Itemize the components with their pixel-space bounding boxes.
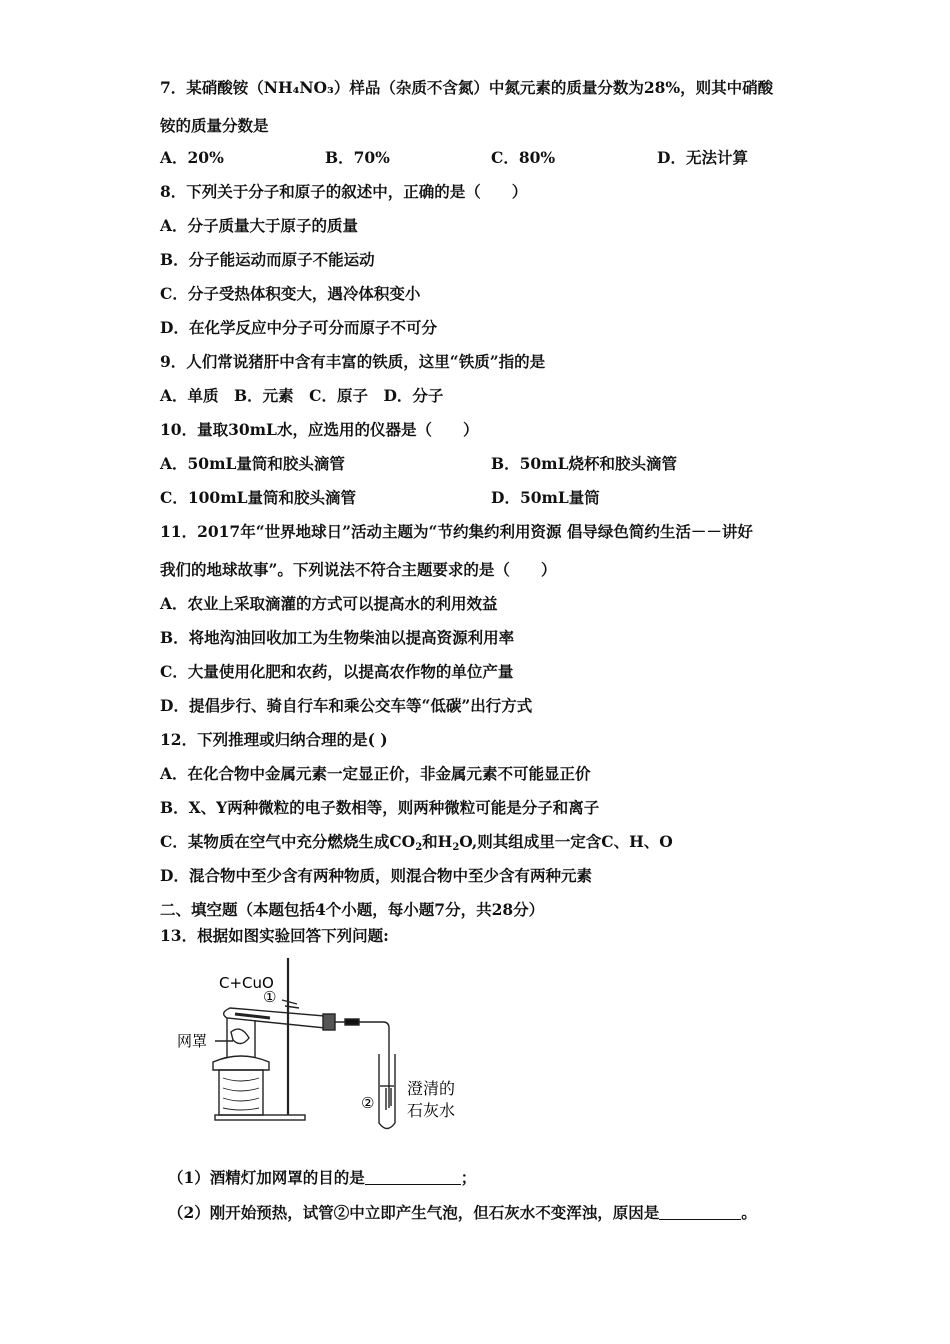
q8-option-a: A．分子质量大于原子的质量 — [160, 216, 359, 235]
q12-stem: 12．下列推理或归纳合理的是( ) — [160, 730, 388, 749]
q7-option-b: B．70% — [325, 148, 390, 167]
q10-stem: 10．量取30mL水，应选用的仪器是（ ） — [160, 420, 479, 439]
rubber-joint — [345, 1019, 359, 1025]
q8-option-c: C．分子受热体积变大，遇冷体积变小 — [160, 284, 421, 303]
q12-option-c-part3: O,则其组成里一定含C、H、O — [459, 832, 673, 851]
lamp-flame — [231, 1029, 249, 1043]
q13-sub1 — [168, 1168, 476, 1188]
q11-option-d: D．提倡步行、骑自行车和乘公交车等“低碳”出行方式 — [160, 696, 533, 715]
stand-base — [215, 1115, 305, 1120]
reactant-powder — [235, 1014, 270, 1018]
q13-sub2 — [168, 1203, 757, 1223]
q10-option-d: D．50mL量筒 — [491, 488, 600, 507]
q13-sub2-end: 。 — [741, 1203, 757, 1222]
label-gauze: 网罩 — [177, 1032, 208, 1050]
q7-option-d: D．无法计算 — [657, 148, 748, 167]
lamp-wood-grain — [223, 1078, 259, 1110]
q8-option-b: B．分子能运动而原子不能运动 — [160, 250, 375, 269]
q9-stem: 9．人们常说猪肝中含有丰富的铁质，这里“铁质”指的是 — [160, 352, 546, 371]
q12-option-d: D．混合物中至少含有两种物质，则混合物中至少含有两种元素 — [160, 866, 592, 885]
q8-stem: 8．下列关于分子和原子的叙述中，正确的是（ ） — [160, 182, 528, 201]
clamp — [282, 1000, 299, 1008]
q10-option-b: B．50mL烧杯和胶头滴管 — [491, 454, 677, 473]
q13-stem: 13．根据如图实验回答下列问题: — [160, 926, 389, 945]
q10-option-c: C．100mL量筒和胶头滴管 — [160, 488, 356, 507]
q11-option-a: A．农业上采取滴灌的方式可以提高水的利用效益 — [160, 594, 498, 613]
q13-sub1-end: ； — [460, 1168, 477, 1187]
q10-option-a: A．50mL量筒和胶头滴管 — [160, 454, 345, 473]
q7-option-a: A．20% — [160, 148, 224, 167]
q8-option-d: D．在化学反应中分子可分而原子不可分 — [160, 318, 437, 337]
q7-line1: 7．某硝酸铵（NH₄NO₃）样品（杂质不含氮）中氮元素的质量分数为28%，则其中硝酸 — [160, 78, 774, 97]
q12-option-c — [160, 832, 673, 858]
tube-stopper — [323, 1014, 335, 1030]
q13-sub1-text: （1）酒精灯加网罩的目的是 — [168, 1168, 365, 1187]
q13-sub2-text: （2）刚开始预热，试管②中立即产生气泡，但石灰水不变浑浊，原因是 — [168, 1203, 660, 1222]
q11-line1: 11．2017年“世界地球日”活动主题为“节约集约利用资源 倡导绿色简约生活－－讲好 — [160, 522, 753, 541]
q11-option-c: C．大量使用化肥和农药，以提高农作物的单位产量 — [160, 662, 514, 681]
q11-line2: 我们的地球故事”。下列说法不符合主题要求的是（ ） — [160, 560, 557, 579]
label-limewater-1: 澄清的 — [407, 1079, 456, 1098]
q13-sub1-blank[interactable] — [365, 1168, 461, 1185]
q13-sub2-blank[interactable] — [659, 1203, 741, 1220]
label-1: ① — [263, 988, 277, 1006]
q12-option-b: B．X、Y两种微粒的电子数相等，则两种微粒可能是分子和离子 — [160, 798, 600, 817]
section-heading: 二、填空题（本题包括4个小题，每小题7分，共28分） — [160, 900, 545, 919]
reaction-tube — [224, 1008, 325, 1028]
q12-option-a: A．在化合物中金属元素一定显正价，非金属元素不可能显正价 — [160, 764, 591, 783]
q12-h2o-subscript: 2 — [452, 842, 460, 853]
label-limewater-2: 石灰水 — [407, 1101, 456, 1120]
experiment-apparatus-figure — [175, 958, 475, 1138]
q12-co2-subscript: 2 — [415, 842, 423, 853]
q11-option-b: B．将地沟油回收加工为生物柴油以提高资源利用率 — [160, 628, 515, 647]
q12-option-c-part1: C．某物质在空气中充分燃烧生成CO — [160, 832, 416, 851]
q9-options: A．单质 B．元素 C．原子 D．分子 — [160, 386, 444, 405]
limewater-tube — [379, 1054, 395, 1129]
lamp-neck — [213, 1056, 269, 1070]
label-2: ② — [361, 1094, 375, 1112]
gauze-cover — [227, 1018, 255, 1058]
q12-option-c-part2: 和H — [422, 832, 453, 851]
q7-option-c: C．80% — [491, 148, 556, 167]
q7-line2: 铵的质量分数是 — [160, 116, 269, 135]
label-reactants: C+CuO — [219, 974, 274, 992]
